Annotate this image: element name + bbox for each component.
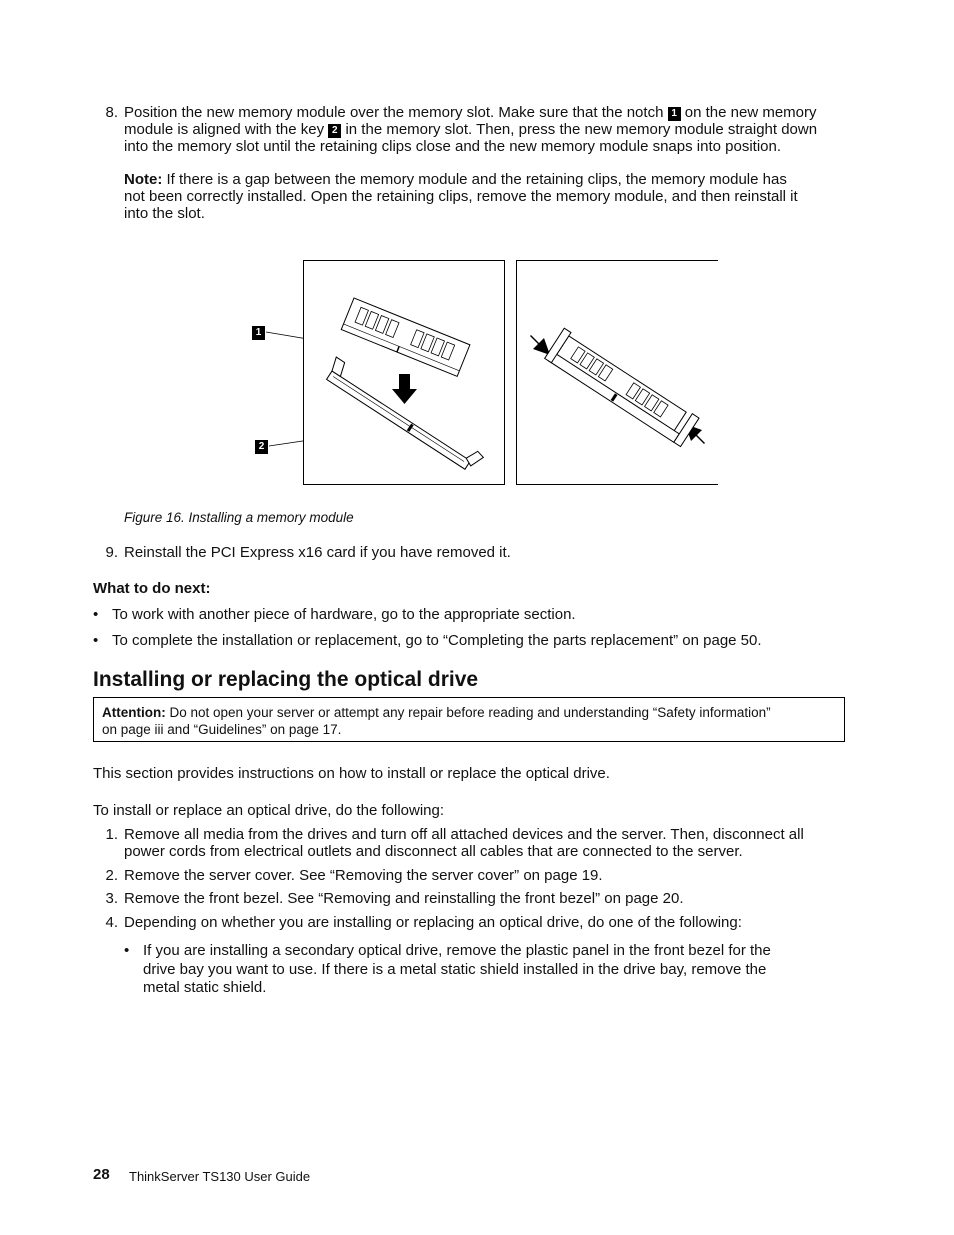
step-3-text: Remove the front bezel. See “Removing and reinstalling the front bezel” on page 20.	[124, 890, 684, 907]
attention-line-2: on page iii and “Guidelines” on page 17.	[102, 722, 342, 737]
next-title: What to do next:	[93, 580, 211, 597]
step-number: 9.	[105, 544, 118, 561]
step-number: 4.	[105, 914, 118, 931]
step-number: 8.	[105, 104, 118, 121]
figure-panel-seated	[516, 260, 718, 485]
attention-line-1: Attention: Do not open your server or attempt any repair before reading and understanding “Safety information”	[102, 705, 771, 720]
memory-insert-illustration	[304, 261, 504, 484]
bullet-dot: •	[93, 606, 99, 623]
step-1-line-1: Remove all media from the drives and turn off all attached devices and the server. Then, disconnect all	[124, 826, 804, 843]
sub-bullet-line-3: metal static shield.	[143, 979, 267, 996]
bullet-dot: •	[124, 942, 130, 959]
step-9-text: Reinstall the PCI Express x16 card if you have removed it.	[124, 544, 511, 561]
figure-callout-1: 1	[252, 326, 265, 340]
note-line-3: into the slot.	[124, 205, 205, 222]
step-8-line-2: module is aligned with the key 2 in the memory slot. Then, press the new memory module straight down	[124, 121, 818, 138]
attention-label: Attention:	[102, 705, 166, 720]
note-line-2: not been correctly installed. Open the retaining clips, remove the memory module, and then reinstall it	[124, 188, 798, 205]
step-4-text: Depending on whether you are installing or replacing an optical drive, do one of the following:	[124, 914, 742, 931]
footer-title: ThinkServer TS130 User Guide	[129, 1169, 311, 1184]
step-1-line-2: power cords from electrical outlets and disconnect all cables that are connected to the server.	[124, 843, 743, 860]
figure-callout-2: 2	[255, 440, 268, 454]
note-label: Note:	[124, 171, 163, 188]
next-item-1: To work with another piece of hardware, go to the appropriate section.	[112, 606, 576, 623]
step-number: 1.	[105, 826, 118, 843]
note-line-1: Note: If there is a gap between the memory module and the retaining clips, the memory module has	[124, 171, 787, 188]
step-8-line-1: Position the new memory module over the memory slot. Make sure that the notch 1 on the new memory	[124, 104, 817, 121]
callout-2-badge: 2	[328, 124, 341, 138]
callout-1-badge: 1	[668, 107, 681, 121]
attention-box	[93, 697, 845, 742]
page-number: 28	[93, 1166, 110, 1183]
sub-bullet-line-2: drive bay you want to use. If there is a metal static shield installed in the drive bay, remove the	[143, 961, 767, 978]
step-number: 3.	[105, 890, 118, 907]
section-intro: This section provides instructions on how to install or replace the optical drive.	[93, 765, 610, 782]
figure-caption: Figure 16. Installing a memory module	[124, 510, 354, 525]
figure-panel-insert	[303, 260, 505, 485]
section-heading: Installing or replacing the optical drive	[93, 668, 479, 691]
step-8-line-3: into the memory slot until the retaining clips close and the new memory module snaps into position.	[124, 138, 782, 155]
step-2-text: Remove the server cover. See “Removing the server cover” on page 19.	[124, 867, 603, 884]
sub-bullet-line-1: If you are installing a secondary optical drive, remove the plastic panel in the front bezel for the	[143, 942, 771, 959]
memory-seated-illustration	[517, 261, 717, 484]
step-number: 2.	[105, 867, 118, 884]
bullet-dot: •	[93, 632, 99, 649]
section-lead: To install or replace an optical drive, do the following:	[93, 802, 445, 819]
next-item-2: To complete the installation or replacement, go to “Completing the parts replacement” on page 50.	[112, 632, 762, 649]
